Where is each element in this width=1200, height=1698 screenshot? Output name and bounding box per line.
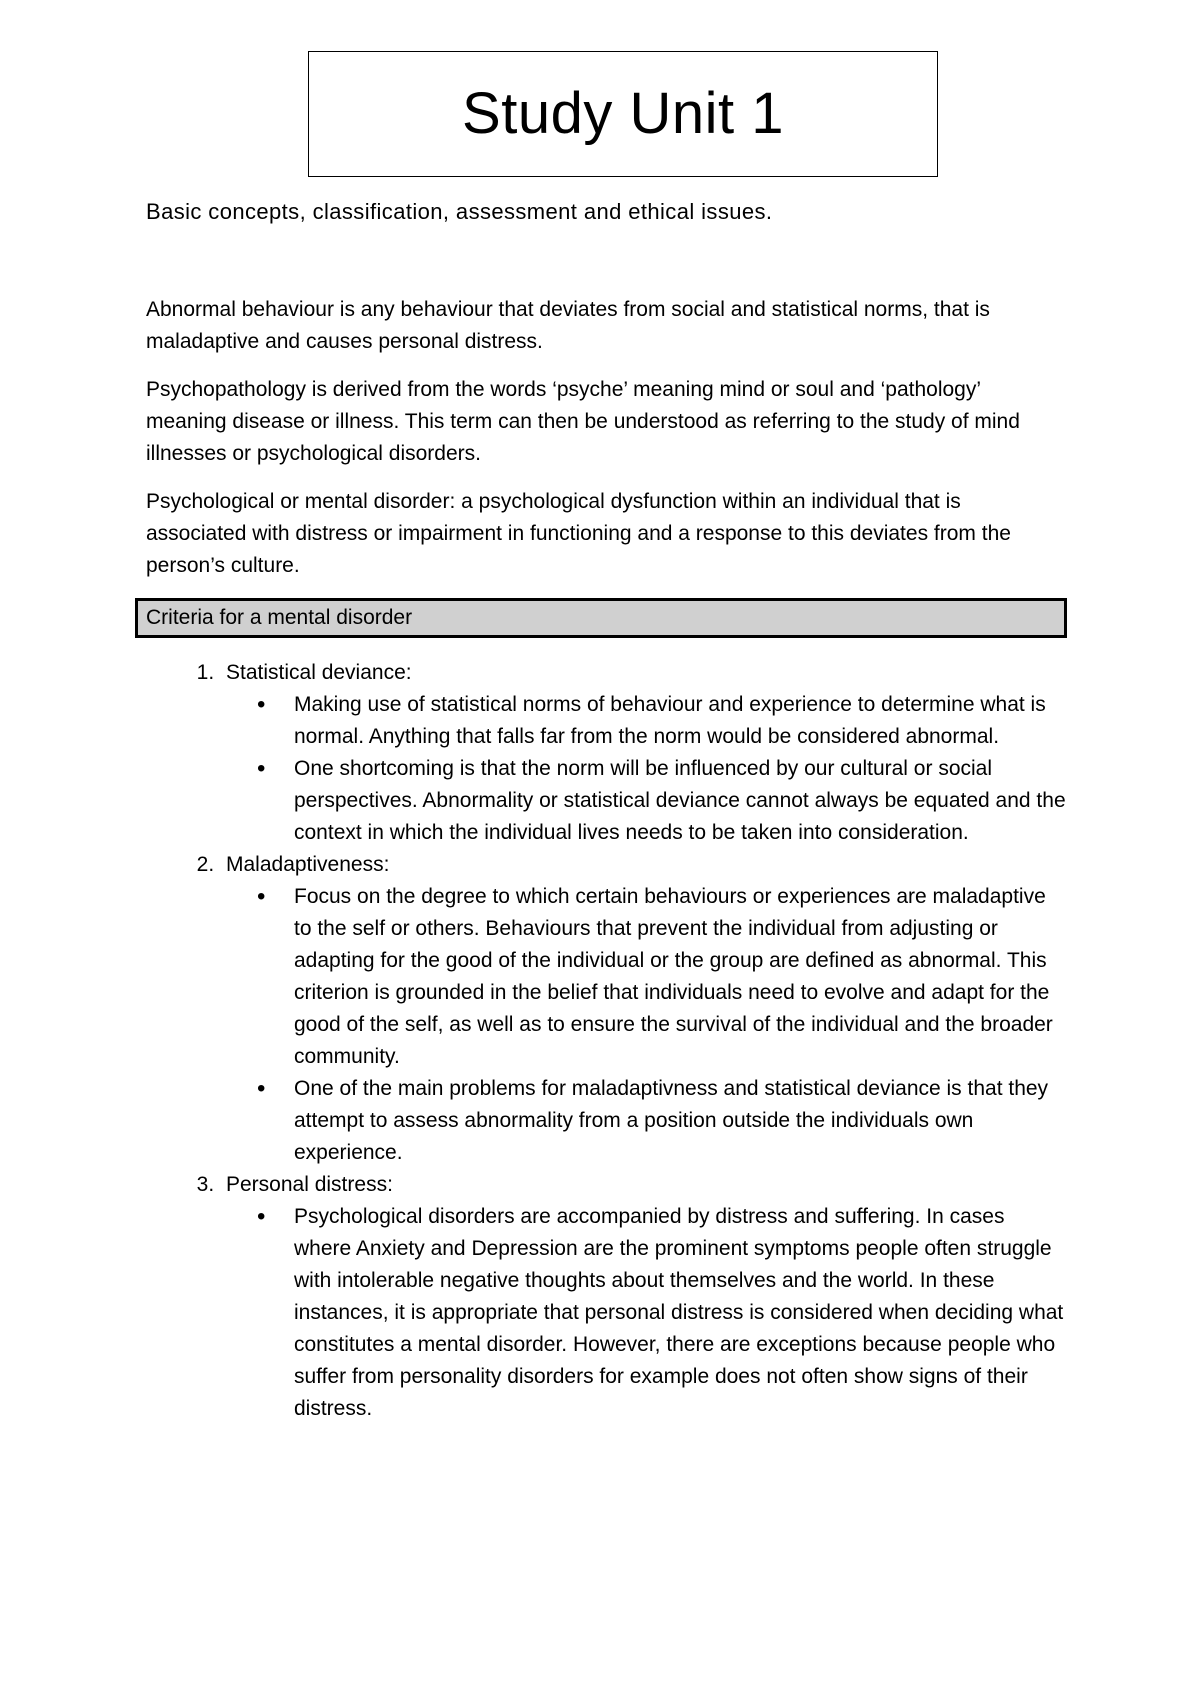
- criterion-label: Statistical deviance:: [226, 661, 412, 684]
- criterion-label: Personal distress:: [226, 1173, 393, 1196]
- criterion-item: [220, 657, 1066, 849]
- criterion-label: Maladaptiveness:: [226, 853, 390, 876]
- bullet-list: [226, 689, 1066, 849]
- intro-paragraphs: [146, 294, 1066, 598]
- title-box: [308, 51, 938, 177]
- bullet-list: [226, 881, 1066, 1169]
- section-header: Criteria for a mental disorder: [135, 598, 1067, 638]
- criterion-item: [220, 1169, 1066, 1425]
- bullet-list: [226, 1201, 1066, 1425]
- bullet-item: • Making use of statistical norms of behaviour and experience to determine what is normal. Anything that falls far from the norm would be considered abnormal.: [294, 689, 1066, 753]
- subtitle: Basic concepts, classification, assessment and ethical issues.: [146, 199, 773, 224]
- criteria-list: [146, 657, 1066, 1425]
- numbered-list: [146, 657, 1066, 1425]
- bullet-item: • Psychological disorders are accompanied by distress and suffering. In cases where Anxiety and Depression are the prominent symptoms people often struggle with intolerable negative thoughts about themselves and the world. In these instances, it is appropriate that personal distress is considered when deciding what constitutes a mental disorder. However, there are exceptions because people who suffer from personality disorders for example does not often show signs of their distress.: [294, 1201, 1066, 1425]
- criterion-item: [220, 849, 1066, 1169]
- bullet-item: • One shortcoming is that the norm will be influenced by our cultural or social perspectives. Abnormality or statistical deviance cannot always be equated and the context in which the individual lives needs to be taken into consideration.: [294, 753, 1066, 849]
- bullet-item: • Focus on the degree to which certain behaviours or experiences are maladaptive to the self or others. Behaviours that prevent the individual from adjusting or adapting for the good of the individual or the group are defined as abnormal. This criterion is grounded in the belief that individuals need to evolve and adapt for the good of the self, as well as to ensure the survival of the individual and the broader community.: [294, 881, 1066, 1073]
- paragraph-mental-disorder: Psychological or mental disorder: a psychological dysfunction within an individual that is associated with distress or impairment in functioning and a response to this deviates from the person’s culture.: [146, 490, 1011, 577]
- page-title: Study Unit 1: [462, 81, 784, 146]
- bullet-item: • One of the main problems for maladaptivness and statistical deviance is that they attempt to assess abnormality from a position outside the individuals own experience.: [294, 1073, 1066, 1169]
- paragraph-abnormal-behaviour: Abnormal behaviour is any behaviour that deviates from social and statistical norms, that is maladaptive and causes personal distress.: [146, 298, 990, 353]
- paragraph-psychopathology: Psychopathology is derived from the words ‘psyche’ meaning mind or soul and ‘pathology’ meaning disease or illness. This term can then be understood as referring to the study of mind illnesses or psychological disorders.: [146, 378, 1020, 465]
